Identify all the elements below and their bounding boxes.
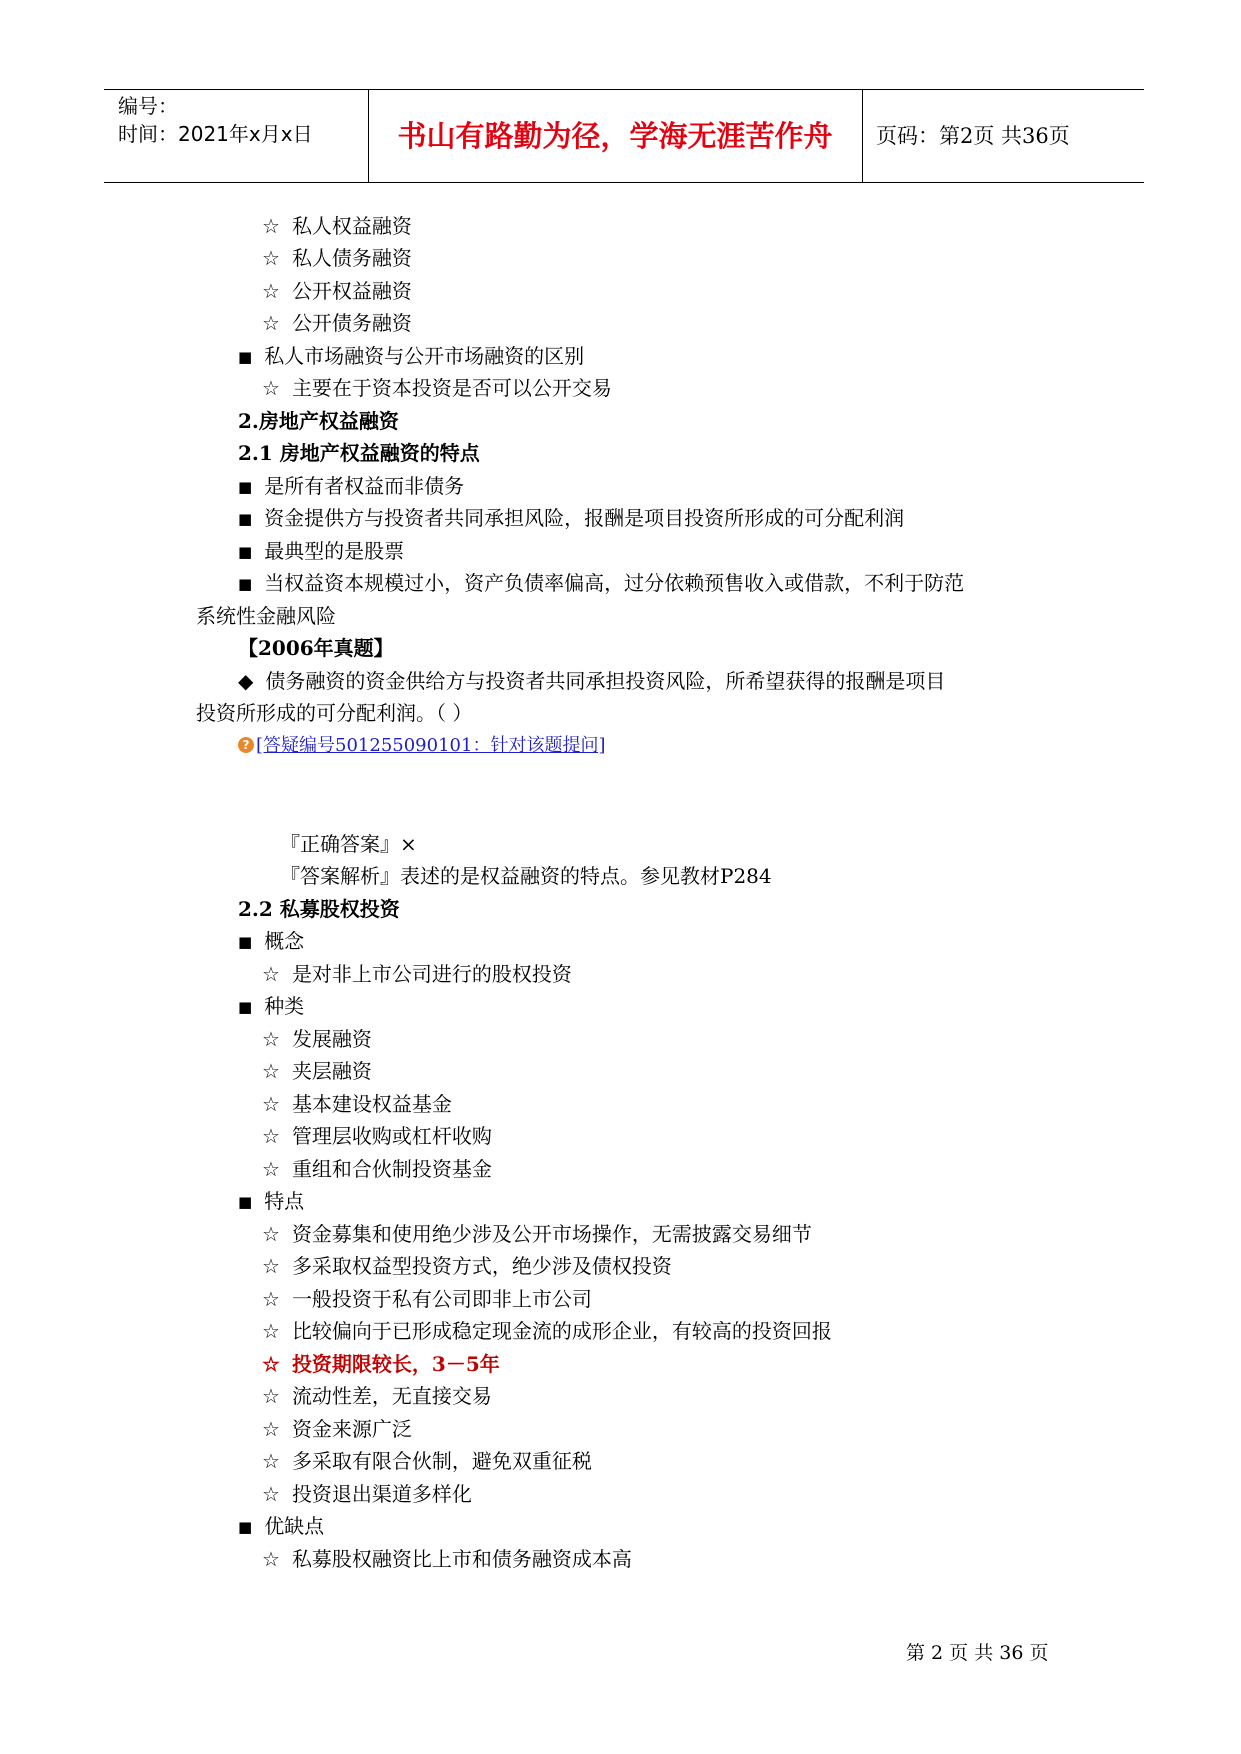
- question-icon: ?: [238, 737, 254, 753]
- star-bullet-icon: ☆: [262, 1482, 280, 1506]
- text-line: [262, 373, 612, 403]
- text-line: [262, 1121, 492, 1151]
- star-bullet-icon: ☆: [262, 1254, 280, 1278]
- line-text: 流动性差，无直接交易: [291, 1384, 492, 1408]
- text-line: [262, 211, 412, 241]
- line-text: 2.房地产权益融资: [238, 409, 399, 433]
- star-bullet-icon: ☆: [262, 1092, 280, 1116]
- line-text: 最典型的是股票: [264, 539, 405, 563]
- text-line: [262, 1024, 372, 1054]
- line-text: 概念: [264, 929, 305, 953]
- page-footer: 第 2 页 共 36 页: [906, 1642, 1049, 1664]
- text-line: [238, 568, 964, 599]
- text-line: [262, 1219, 812, 1249]
- text-line: [238, 471, 464, 502]
- star-bullet-icon: ☆: [262, 1547, 280, 1571]
- text-line: [238, 1511, 324, 1542]
- doc-number-label: 编号：: [118, 94, 178, 118]
- line-text: 私人权益融资: [291, 214, 412, 238]
- text-line: [262, 1544, 632, 1574]
- star-bullet-icon: ☆: [262, 1287, 280, 1311]
- line-text: 种类: [264, 994, 305, 1018]
- star-bullet-icon: ☆: [262, 214, 280, 238]
- line-text: 2.1 房地产权益融资的特点: [238, 441, 480, 465]
- text-line: [262, 276, 412, 306]
- square-bullet-icon: ■: [238, 510, 253, 528]
- text-line: [238, 341, 584, 372]
- header-page-label: 页码：第2页 共36页: [876, 124, 1070, 148]
- text-line: [238, 666, 945, 696]
- line-text: 资金来源广泛: [291, 1417, 412, 1441]
- text-line: [262, 1446, 592, 1476]
- line-text: 当权益资本规模过小，资产负债率偏高，过分依赖预售收入或借款，不利于防范: [264, 571, 965, 595]
- star-bullet-icon: ☆: [262, 311, 280, 335]
- square-bullet-icon: ■: [238, 543, 253, 561]
- text-line: [280, 861, 772, 891]
- line-text: 管理层收购或杠杆收购: [291, 1124, 492, 1148]
- qa-link[interactable]: [答疑编号501255090101：针对该题提问]: [256, 735, 606, 756]
- line-text: 是对非上市公司进行的股权投资: [291, 962, 572, 986]
- line-text: 重组和合伙制投资基金: [291, 1157, 492, 1181]
- star-bullet-icon: ☆: [262, 1352, 280, 1376]
- square-bullet-icon: ■: [238, 1518, 253, 1536]
- header-left-cell: [104, 90, 369, 182]
- square-bullet-icon: ■: [238, 1193, 253, 1211]
- diamond-bullet-icon: ◆: [238, 669, 254, 693]
- text-line: [238, 633, 394, 663]
- star-bullet-icon: ☆: [262, 1059, 280, 1083]
- line-text: 债务融资的资金供给方与投资者共同承担投资风险，所希望获得的报酬是项目: [265, 669, 946, 693]
- text-line: [262, 1251, 672, 1281]
- header-right-cell: [862, 90, 1144, 182]
- line-text: 『正确答案』×: [280, 832, 417, 856]
- line-text: 投资退出渠道多样化: [291, 1482, 472, 1506]
- line-text: 多采取权益型投资方式，绝少涉及债权投资: [291, 1254, 672, 1278]
- text-line: [196, 698, 472, 728]
- text-line: [262, 308, 412, 338]
- line-text: 多采取有限合伙制，避免双重征税: [291, 1449, 592, 1473]
- square-bullet-icon: ■: [238, 575, 253, 593]
- text-line: [238, 1186, 304, 1217]
- text-line: [262, 1414, 412, 1444]
- square-bullet-icon: ■: [238, 998, 253, 1016]
- text-line: [262, 243, 412, 273]
- line-text: 基本建设权益基金: [291, 1092, 452, 1116]
- line-text: 优缺点: [264, 1514, 325, 1538]
- star-bullet-icon: ☆: [262, 1157, 280, 1181]
- star-bullet-icon: ☆: [262, 1449, 280, 1473]
- text-line: [238, 406, 399, 436]
- text-line: [238, 991, 304, 1022]
- line-text: 公开权益融资: [291, 279, 412, 303]
- line-text: 是所有者权益而非债务: [264, 474, 465, 498]
- text-line: [238, 926, 304, 957]
- line-text: 比较偏向于已形成稳定现金流的成形企业，有较高的投资回报: [291, 1319, 832, 1343]
- line-text: 系统性金融风险: [196, 604, 336, 628]
- line-text: 特点: [264, 1189, 305, 1213]
- star-bullet-icon: ☆: [262, 376, 280, 400]
- star-bullet-icon: ☆: [262, 962, 280, 986]
- text-line: [262, 1479, 472, 1509]
- star-bullet-icon: ☆: [262, 1027, 280, 1051]
- line-text: 2.2 私募股权投资: [238, 897, 400, 921]
- star-bullet-icon: ☆: [262, 279, 280, 303]
- line-text: 资金提供方与投资者共同承担风险，报酬是项目投资所形成的可分配利润: [264, 506, 905, 530]
- line-text: 一般投资于私有公司即非上市公司: [291, 1287, 592, 1311]
- doc-time-label: 时间：2021年x月x日: [118, 122, 313, 146]
- line-text: 投资期限较长，3－5年: [291, 1352, 500, 1376]
- star-bullet-icon: ☆: [262, 1417, 280, 1441]
- text-line: [262, 1089, 452, 1119]
- star-bullet-icon: ☆: [262, 1384, 280, 1408]
- star-bullet-icon: ☆: [262, 1124, 280, 1148]
- star-bullet-icon: ☆: [262, 1319, 280, 1343]
- text-line: [262, 1349, 500, 1379]
- text-line: [238, 503, 904, 534]
- header-motto: 书山有路勤为径，学海无涯苦作舟: [397, 119, 833, 153]
- text-line: [238, 894, 400, 924]
- text-line: [238, 536, 404, 567]
- line-text: 私人市场融资与公开市场融资的区别: [264, 344, 585, 368]
- text-line: [262, 959, 572, 989]
- qa-link-line[interactable]: [238, 729, 605, 761]
- header-middle-cell: [368, 90, 863, 182]
- line-text: 发展融资: [291, 1027, 372, 1051]
- square-bullet-icon: ■: [238, 933, 253, 951]
- line-text: 夹层融资: [291, 1059, 372, 1083]
- text-line: [262, 1056, 372, 1086]
- line-text: 主要在于资本投资是否可以公开交易: [291, 376, 612, 400]
- page-header: [104, 89, 1144, 183]
- star-bullet-icon: ☆: [262, 1222, 280, 1246]
- square-bullet-icon: ■: [238, 478, 253, 496]
- star-bullet-icon: ☆: [262, 246, 280, 270]
- line-text: 公开债务融资: [291, 311, 412, 335]
- line-text: 『答案解析』表述的是权益融资的特点。参见教材P284: [280, 864, 772, 888]
- line-text: 资金募集和使用绝少涉及公开市场操作，无需披露交易细节: [291, 1222, 812, 1246]
- line-text: 投资所形成的可分配利润。（ ）: [196, 701, 473, 725]
- line-text: 私募股权融资比上市和债务融资成本高: [291, 1547, 632, 1571]
- text-line: [262, 1284, 592, 1314]
- text-line: [262, 1381, 492, 1411]
- text-line: [280, 829, 417, 859]
- text-line: [196, 601, 336, 631]
- square-bullet-icon: ■: [238, 348, 253, 366]
- text-line: [238, 438, 480, 468]
- text-line: [262, 1316, 832, 1346]
- text-line: [262, 1154, 492, 1184]
- line-text: 【2006年真题】: [238, 636, 394, 660]
- line-text: 私人债务融资: [291, 246, 412, 270]
